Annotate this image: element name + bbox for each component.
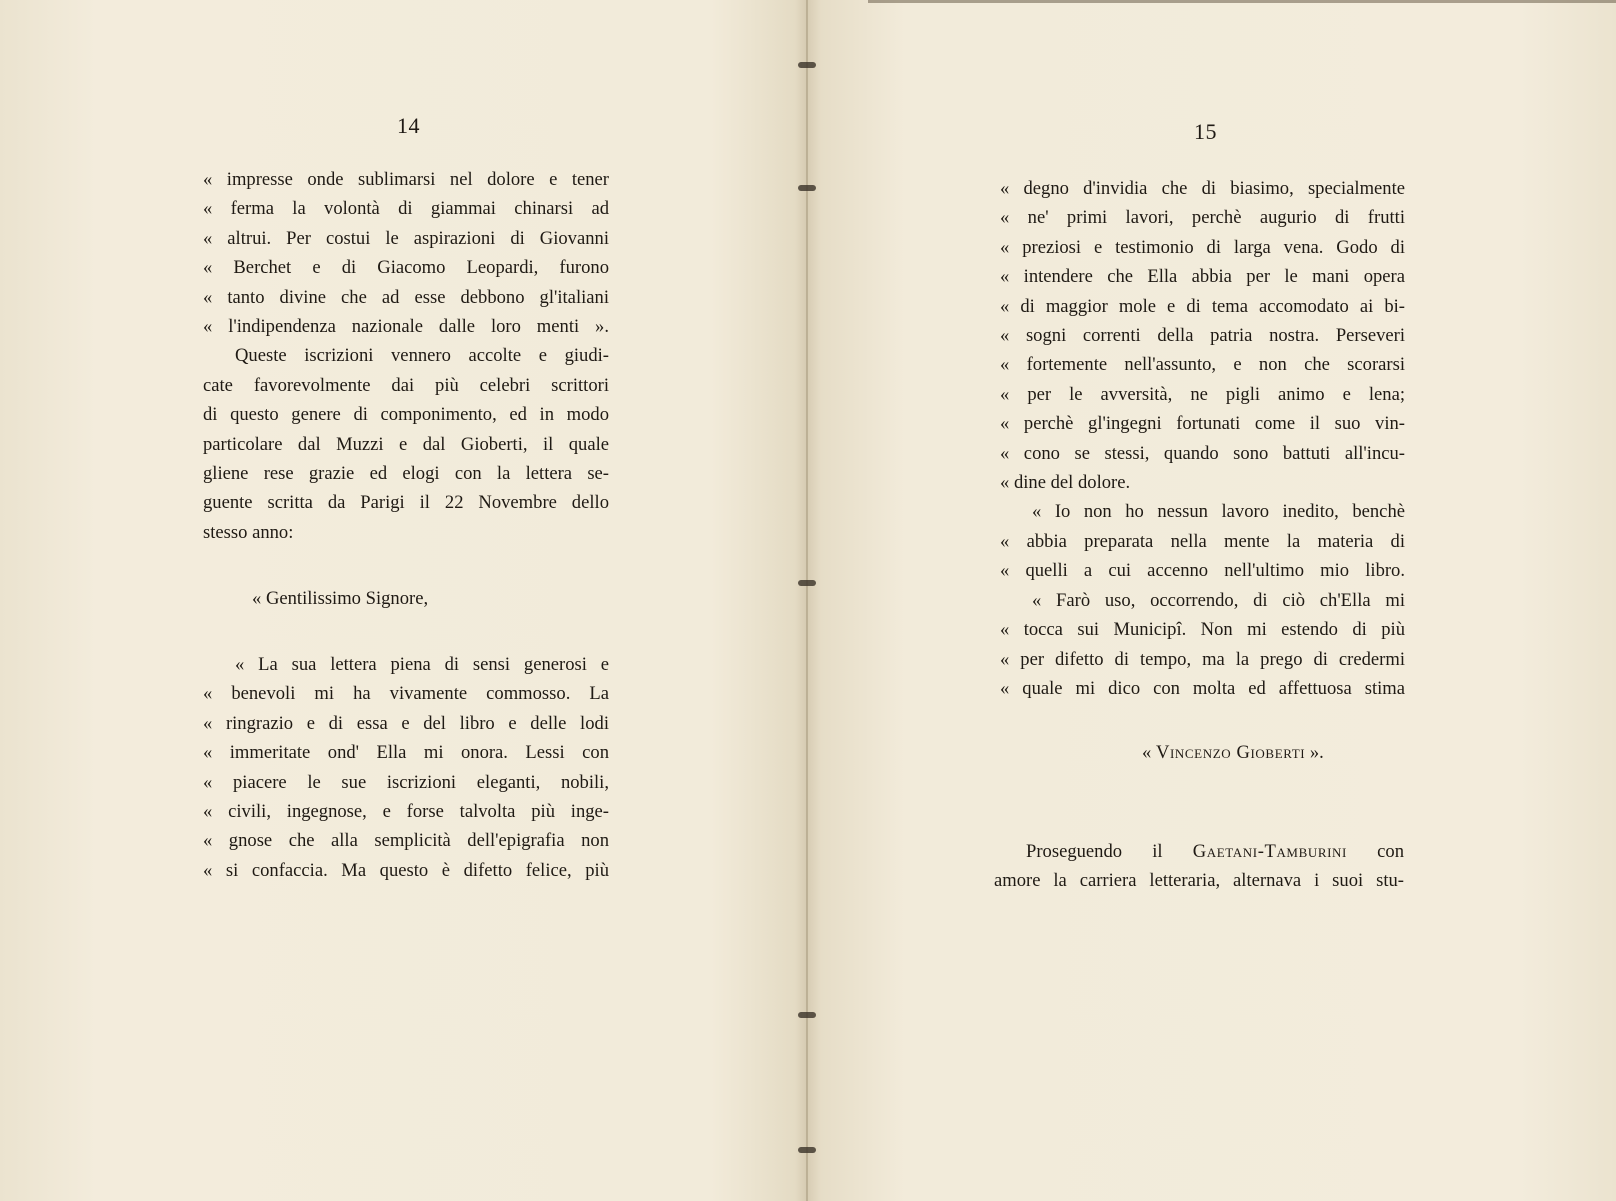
text-line: gliene rese grazie ed elogi con la lettera se- bbox=[203, 463, 609, 485]
page-number-right: 15 bbox=[1194, 119, 1217, 144]
text-line: « degno d'invidia che di biasimo, specialmente bbox=[1000, 178, 1405, 199]
text-line: particolare dal Muzzi e dal Gioberti, il quale bbox=[203, 433, 609, 455]
text-line: « perchè gl'ingegni fortunati come il suo vin- bbox=[1000, 413, 1405, 435]
text-line: « per le avversità, ne pigli animo e lena; bbox=[1000, 383, 1405, 405]
page-number-left: 14 bbox=[397, 113, 420, 138]
text-line: « ringrazio e di essa e del libro e delle lodi bbox=[203, 712, 609, 734]
text-line: amore la carriera letteraria, alternava i suoi stu- bbox=[994, 870, 1404, 892]
text-line: Queste iscrizioni vennero accolte e giudi- bbox=[235, 345, 609, 367]
text-line: « ne' primi lavori, perchè augurio di frutti bbox=[1000, 207, 1405, 229]
text-line: di questo genere di componimento, ed in modo bbox=[203, 404, 609, 426]
signature-name: Vincenzo Gioberti bbox=[1155, 742, 1306, 763]
letter-salutation: « Gentilissimo Signore, bbox=[252, 588, 429, 609]
left-page bbox=[0, 0, 806, 1201]
text-line: « si confaccia. Ma questo è difetto felice, più bbox=[203, 859, 609, 881]
text-line bbox=[994, 837, 1404, 866]
text-line: « tanto divine che ad esse debbono gl'italiani bbox=[203, 286, 609, 308]
text-line: « quelli a cui accenno nell'ultimo mio libro. bbox=[1000, 560, 1405, 582]
text-line: « civili, ingegnose, e forse talvolta più inge- bbox=[203, 801, 609, 823]
text-line: « tocca sui Municipî. Non mi estendo di più bbox=[1000, 619, 1405, 641]
text-line: « La sua lettera piena di sensi generosi e bbox=[235, 654, 609, 675]
text-line: cate favorevolmente dai più celebri scrittori bbox=[203, 374, 609, 396]
text-line: stesso anno: bbox=[203, 521, 294, 543]
text-line: « Io non ho nessun lavoro inedito, benchè bbox=[1032, 501, 1405, 523]
left-letter-block bbox=[203, 650, 609, 885]
text-line: « abbia preparata nella mente la materia di bbox=[1000, 530, 1405, 552]
text-line: « quale mi dico con molta ed affettuosa stima bbox=[1000, 677, 1405, 699]
letter-signature bbox=[1142, 742, 1324, 764]
text-line: « Farò uso, occorrendo, di ciò ch'Ella mi bbox=[1032, 589, 1405, 611]
signature-open-quote: « bbox=[1142, 742, 1156, 763]
text-line: « immeritate ond' Ella mi onora. Lessi con bbox=[203, 742, 609, 764]
text-line: « benevoli mi ha vivamente commosso. La bbox=[203, 683, 609, 705]
author-name: Gaetani-Tamburini bbox=[1192, 841, 1347, 862]
text-line: « piacere le sue iscrizioni eleganti, nobili, bbox=[203, 771, 609, 793]
text-line: « Berchet e di Giacomo Leopardi, furono bbox=[203, 257, 609, 279]
text-line: « preziosi e testimonio di larga vena. Godo di bbox=[1000, 236, 1405, 258]
text-line: « dine del dolore. bbox=[1000, 472, 1131, 494]
right-text-block bbox=[1000, 174, 1405, 703]
text-line: « fortemente nell'assunto, e non che scorarsi bbox=[1000, 354, 1405, 376]
text-line: « gnose che alla semplicità dell'epigrafia non bbox=[203, 830, 609, 852]
paragraph-text-before: Proseguendo il bbox=[1026, 841, 1193, 862]
text-line: « l'indipendenza nazionale dalle loro menti ». bbox=[203, 316, 609, 338]
text-line: « ferma la volontà di giammai chinarsi ad bbox=[203, 198, 609, 220]
closing-paragraph bbox=[994, 837, 1404, 896]
text-line: guente scritta da Parigi il 22 Novembre dello bbox=[203, 492, 609, 514]
paragraph-text-after: con bbox=[1346, 841, 1405, 862]
signature-close-quote: ». bbox=[1305, 742, 1324, 763]
text-line: « sogni correnti della patria nostra. Perseveri bbox=[1000, 325, 1405, 347]
text-line: « impresse onde sublimarsi nel dolore e tener bbox=[203, 169, 609, 190]
text-line: « di maggior mole e di tema accomodato ai bi- bbox=[1000, 295, 1405, 317]
text-line: « cono se stessi, quando sono battuti all'incu- bbox=[1000, 442, 1405, 464]
left-text-block bbox=[203, 165, 609, 547]
text-line: « intendere che Ella abbia per le mani opera bbox=[1000, 266, 1405, 288]
text-line: « altrui. Per costui le aspirazioni di Giovanni bbox=[203, 227, 609, 249]
text-line: « per difetto di tempo, ma la prego di credermi bbox=[1000, 648, 1405, 670]
